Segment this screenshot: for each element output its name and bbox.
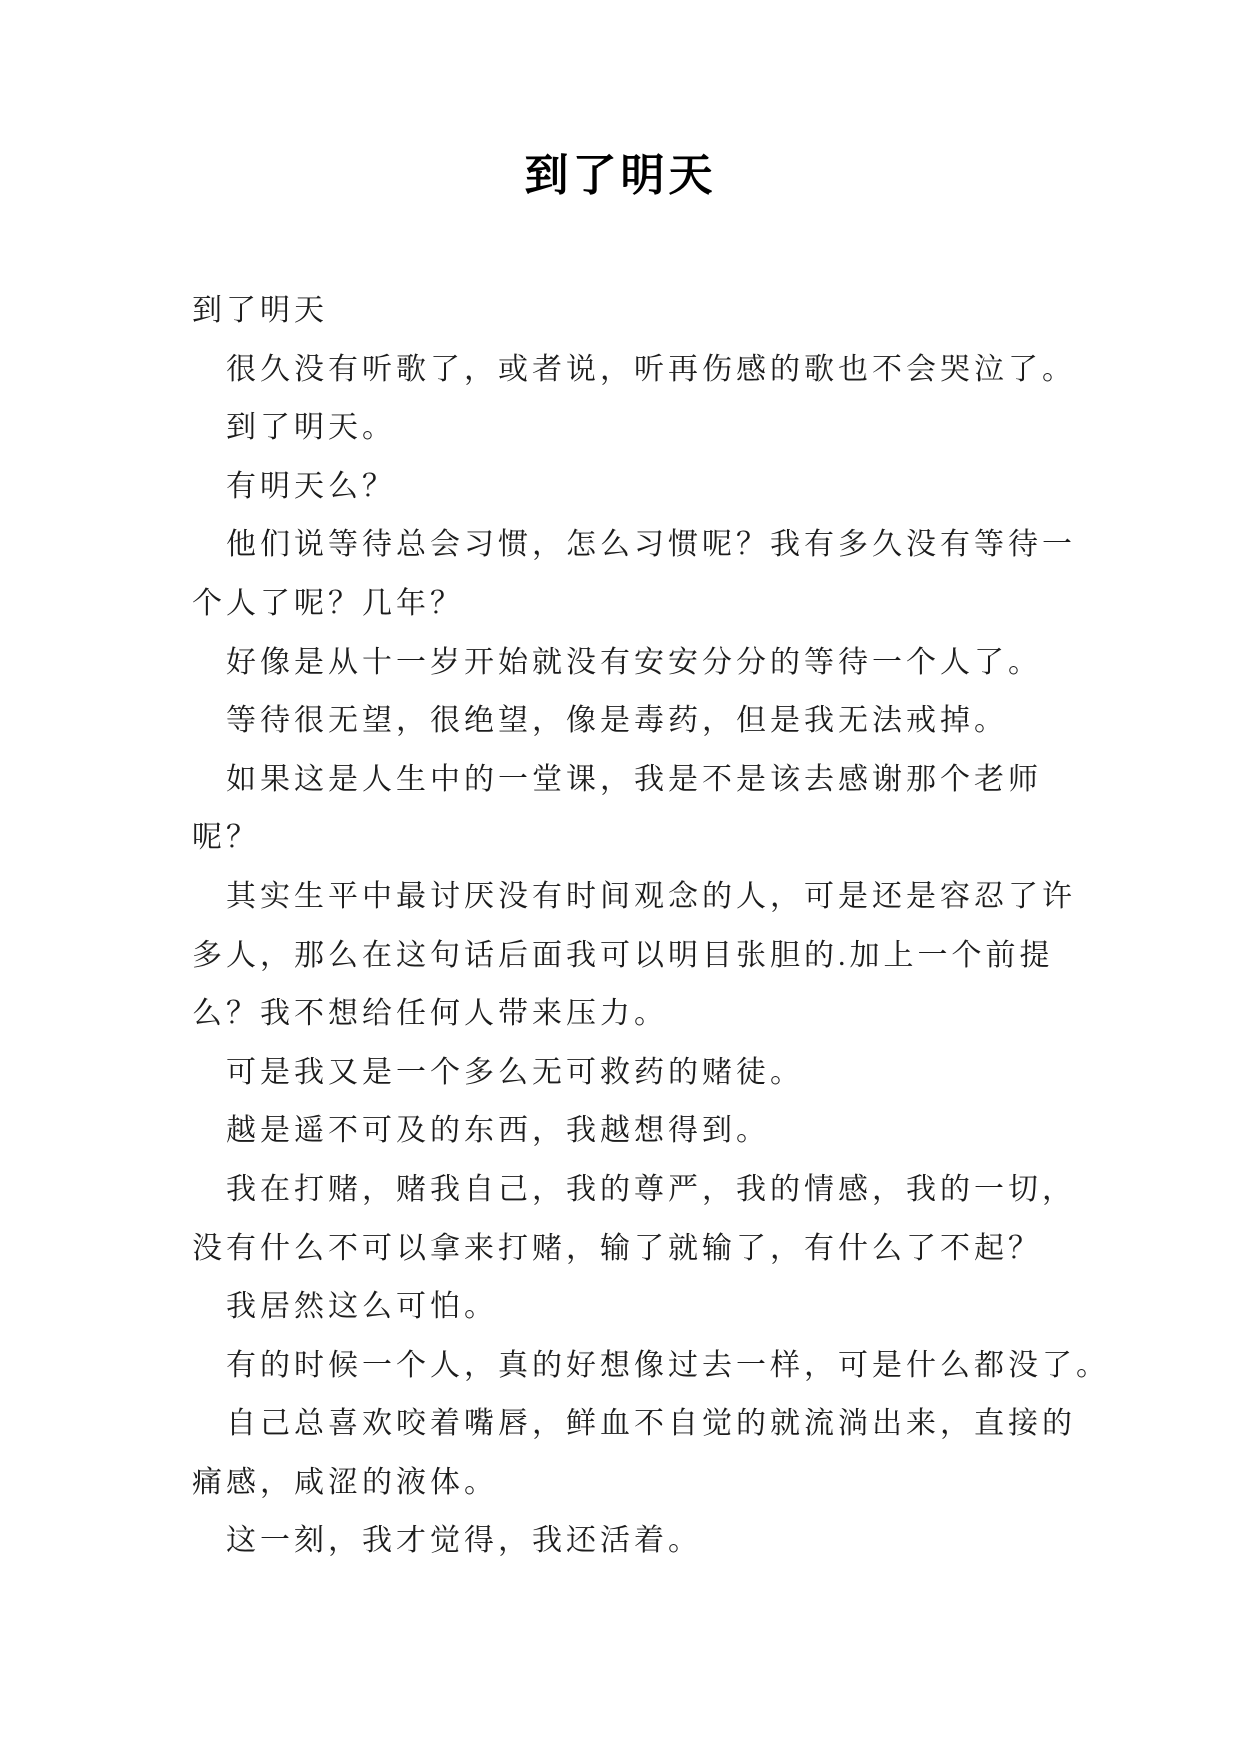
text-line: 可是我又是一个多么无可救药的赌徒。 xyxy=(226,1055,804,1089)
text-line: 我居然这么可怕。 xyxy=(226,1290,498,1324)
text-line: 有的时候一个人，真的好想像过去一样，可是什么都没了。 xyxy=(226,1348,1110,1382)
text-line: 其实生平中最讨厌没有时间观念的人，可是还是容忍了许 xyxy=(226,879,1076,913)
text-line: 自己总喜欢咬着嘴唇，鲜血不自觉的就流淌出来，直接的 xyxy=(226,1407,1076,1441)
text-line: 痛感，咸涩的液体。 xyxy=(192,1465,498,1499)
text-line: 他们说等待总会习惯，怎么习惯呢？我有多久没有等待一 xyxy=(226,528,1076,562)
text-line: 到了明天 xyxy=(192,294,328,327)
text-line: 个人了呢？几年？ xyxy=(192,586,464,620)
text-line: 没有什么不可以拿来打赌，输了就输了，有什么了不起？ xyxy=(192,1231,1042,1265)
text-line: 很久没有听歌了，或者说，听再伤感的歌也不会哭泣了。 xyxy=(226,352,1076,386)
document-body xyxy=(192,282,1112,1571)
text-line: 有明天么？ xyxy=(226,469,396,503)
text-line: 多人，那么在这句话后面我可以明目张胆的.加上一个前提 xyxy=(192,938,1054,972)
document-title: 到了明天 xyxy=(524,151,717,200)
text-line: 呢？ xyxy=(192,821,260,855)
text-line: 等待很无望，很绝望，像是毒药，但是我无法戒掉。 xyxy=(226,704,1008,738)
text-line: 这一刻，我才觉得，我还活着。 xyxy=(226,1524,702,1558)
text-line: 我在打赌，赌我自己，我的尊严，我的情感，我的一切， xyxy=(226,1172,1076,1206)
text-line: 么？我不想给任何人带来压力。 xyxy=(192,997,668,1031)
text-line: 越是遥不可及的东西，我越想得到。 xyxy=(226,1114,770,1148)
text-line: 到了明天。 xyxy=(226,411,396,445)
text-line: 如果这是人生中的一堂课，我是不是该去感谢那个老师 xyxy=(226,762,1042,796)
text-line: 好像是从十一岁开始就没有安安分分的等待一个人了。 xyxy=(226,645,1042,679)
